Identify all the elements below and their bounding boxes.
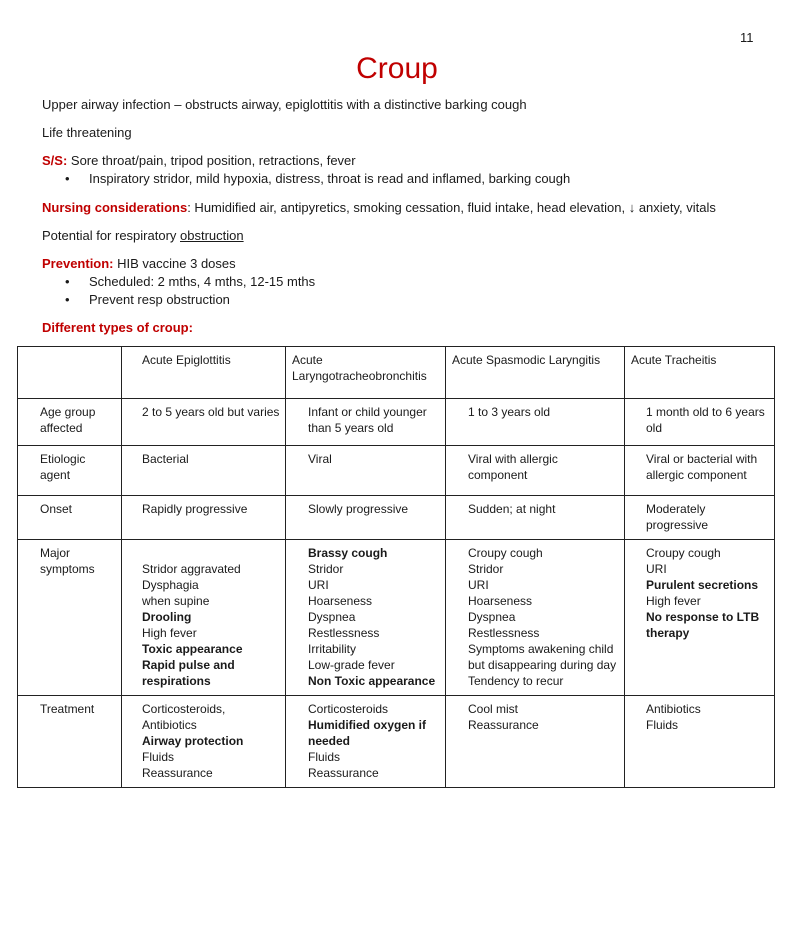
signs-symptoms-bullet-text: Inspiratory stridor, mild hypoxia, distress, throat is read and inflamed, barking cough xyxy=(89,171,571,186)
header-cell xyxy=(286,347,446,399)
cell-line: Restlessness xyxy=(308,626,380,640)
prevention-label: Prevention: xyxy=(42,256,114,271)
nursing-text-a: : Humidified air, antipyretics, smoking cessation, fluid intake, head elevation, xyxy=(187,200,629,215)
table-cell xyxy=(625,696,775,788)
prevention-bullet xyxy=(65,274,315,289)
cell-line: Antibiotics xyxy=(646,702,701,716)
row-label: Treatment xyxy=(18,696,122,788)
table-cell: Rapidly progressive xyxy=(122,496,286,540)
prevention-bullet-text: Prevent resp obstruction xyxy=(89,292,230,307)
table-corner-cell xyxy=(18,347,122,399)
row-label: Major symptoms xyxy=(18,540,122,696)
table-cell xyxy=(446,540,625,696)
header-line: Laryngotracheobronchitis xyxy=(292,369,427,383)
signs-symptoms-text: Sore throat/pain, tripod position, retractions, fever xyxy=(67,153,356,168)
cell-line: Stridor xyxy=(308,562,344,576)
table-cell xyxy=(286,696,446,788)
life-threatening-text: Life threatening xyxy=(42,125,132,140)
table-cell xyxy=(122,696,286,788)
cell-line: Corticosteroids, xyxy=(142,702,226,716)
table-cell: 1 to 3 years old xyxy=(446,399,625,446)
prevention-text: HIB vaccine 3 doses xyxy=(113,256,236,271)
cell-line: Restlessness xyxy=(468,626,540,640)
cell-line: Hoarseness xyxy=(308,594,373,608)
cell-line: Corticosteroids xyxy=(308,702,389,716)
row-label: Onset xyxy=(18,496,122,540)
cell-line: Non Toxic appearance xyxy=(308,674,436,688)
cell-line: Tendency to recur xyxy=(468,674,564,688)
cell-line: Reassurance xyxy=(468,718,539,732)
bullet-icon: • xyxy=(65,171,70,186)
cell-line: Cool mist xyxy=(468,702,519,716)
cell-line: Symptoms awakening child xyxy=(468,642,614,656)
intro-text: Upper airway infection – obstructs airway, epiglottitis with a distinctive barking cough xyxy=(42,97,527,112)
signs-symptoms-bullet xyxy=(65,171,570,186)
potential-line xyxy=(42,228,244,243)
prevention-line xyxy=(42,256,236,271)
cell-line: Reassurance xyxy=(308,766,379,780)
page-title: Croup xyxy=(356,52,438,85)
cell-line: Croupy cough xyxy=(468,546,543,560)
croup-types-table xyxy=(17,346,775,788)
header-cell: Acute Tracheitis xyxy=(625,347,775,399)
cell-line: Reassurance xyxy=(142,766,213,780)
potential-underlined: obstruction xyxy=(180,228,244,243)
cell-line: Toxic appearance xyxy=(142,642,243,656)
cell-line: Rapid pulse and respirations xyxy=(142,658,235,688)
types-heading: Different types of croup: xyxy=(42,320,193,335)
nursing-text-b: anxiety, vitals xyxy=(635,200,716,215)
table-cell: Bacterial xyxy=(122,446,286,496)
cell-line: Humidified oxygen if needed xyxy=(308,718,427,748)
table-row xyxy=(18,540,775,696)
row-label: Age group affected xyxy=(18,399,122,446)
header-cell: Acute Spasmodic Laryngitis xyxy=(446,347,625,399)
table-cell: Sudden; at night xyxy=(446,496,625,540)
cell-line: Purulent secretions xyxy=(646,578,759,592)
table-cell: Infant or child younger than 5 years old xyxy=(286,399,446,446)
cell-line: Dyspnea xyxy=(468,610,516,624)
bullet-icon: • xyxy=(65,274,70,289)
cell-line: Fluids xyxy=(646,718,679,732)
signs-symptoms-line xyxy=(42,153,356,168)
cell-line: Irritability xyxy=(308,642,357,656)
nursing-considerations-label: Nursing considerations xyxy=(42,200,188,215)
cell-line: Airway protection xyxy=(142,734,244,748)
cell-line: High fever xyxy=(646,594,701,608)
table-cell xyxy=(625,540,775,696)
cell-line: Croupy cough xyxy=(646,546,721,560)
cell-line: Fluids xyxy=(142,750,175,764)
table-cell xyxy=(286,540,446,696)
cell-line: Hoarseness xyxy=(468,594,533,608)
table-row xyxy=(18,696,775,788)
table-cell: Viral xyxy=(286,446,446,496)
cell-line: URI xyxy=(468,578,489,592)
prevention-bullet-text: Scheduled: 2 mths, 4 mths, 12-15 mths xyxy=(89,274,316,289)
cell-line: Brassy cough xyxy=(308,546,388,560)
header-cell: Acute Epiglottitis xyxy=(122,347,286,399)
table-cell xyxy=(122,540,286,696)
prevention-bullet xyxy=(65,292,230,307)
cell-line: Dysphagia xyxy=(142,578,199,592)
cell-line: High fever xyxy=(142,626,197,640)
cell-line: Fluids xyxy=(308,750,341,764)
row-label: Etiologic agent xyxy=(18,446,122,496)
cell-line: but disappearing during day xyxy=(468,658,617,672)
cell-line: Low-grade fever xyxy=(308,658,395,672)
potential-text: Potential for respiratory xyxy=(42,228,181,243)
header-line: Acute xyxy=(292,353,323,367)
table-cell: Viral or bacterial with allergic component xyxy=(625,446,775,496)
table-row xyxy=(18,496,775,540)
cell-line: when supine xyxy=(142,594,210,608)
down-arrow-icon: ↓ xyxy=(628,200,636,215)
table-cell: Moderately progressive xyxy=(625,496,775,540)
table-cell: Viral with allergic component xyxy=(446,446,625,496)
cell-line: Stridor xyxy=(468,562,504,576)
cell-line: Drooling xyxy=(142,610,192,624)
bullet-icon: • xyxy=(65,292,70,307)
table-cell: 2 to 5 years old but varies xyxy=(122,399,286,446)
cell-line: Dyspnea xyxy=(308,610,356,624)
cell-line: No response to LTB therapy xyxy=(646,610,760,640)
cell-line: Antibiotics xyxy=(142,718,197,732)
table-row xyxy=(18,446,775,496)
nursing-considerations-line xyxy=(42,200,716,215)
table-row xyxy=(18,399,775,446)
signs-symptoms-label: S/S: xyxy=(42,153,68,168)
page-number: 11 xyxy=(740,30,754,45)
table-cell: 1 month old to 6 years old xyxy=(625,399,775,446)
cell-line: URI xyxy=(308,578,329,592)
table-cell xyxy=(446,696,625,788)
table-cell: Slowly progressive xyxy=(286,496,446,540)
cell-line: Stridor aggravated xyxy=(142,562,241,576)
cell-line: URI xyxy=(646,562,667,576)
table-header-row xyxy=(18,347,775,399)
